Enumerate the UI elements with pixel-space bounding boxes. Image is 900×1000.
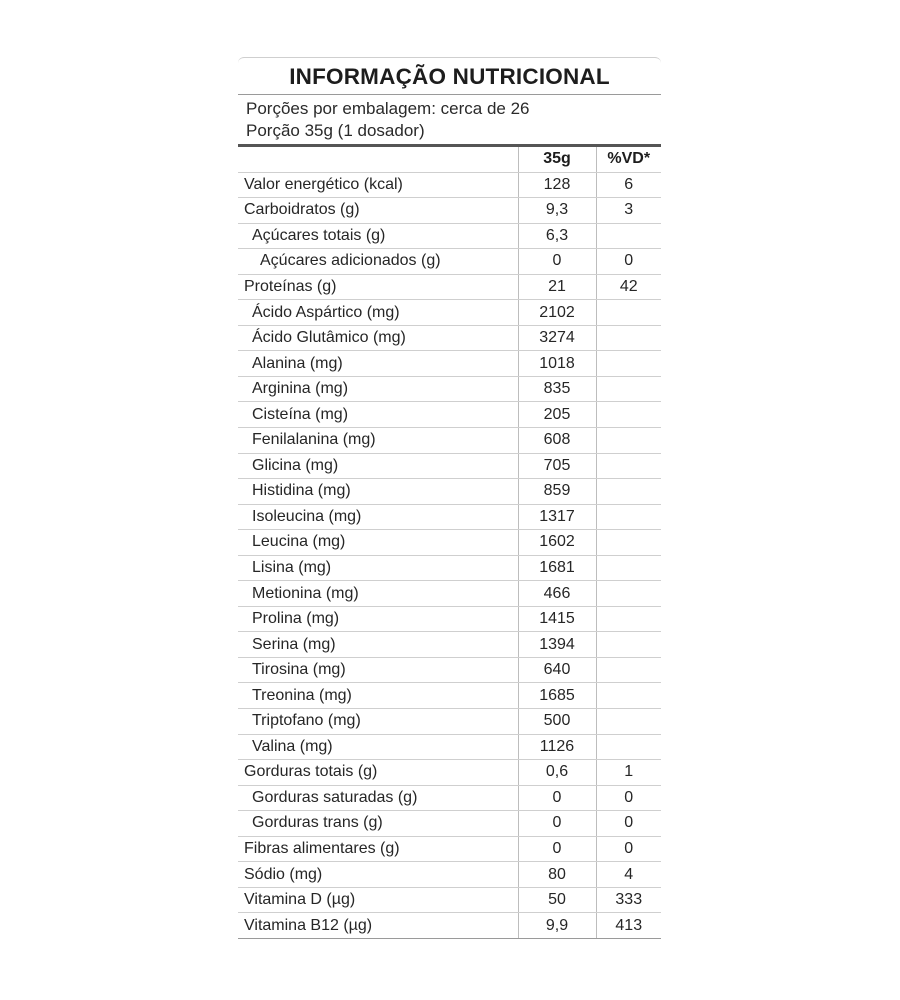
table-row	[238, 428, 661, 454]
nutrient-name: Ácido Glutâmico (mg)	[238, 325, 518, 351]
nutrient-amount: 9,3	[518, 198, 596, 224]
table-header-row	[238, 147, 661, 172]
header-amount: 35g	[518, 147, 596, 172]
nutrient-daily-value	[596, 734, 661, 760]
table-row	[238, 172, 661, 198]
nutrient-name: Alanina (mg)	[238, 351, 518, 377]
nutrient-amount: 2102	[518, 300, 596, 326]
nutrient-name: Glicina (mg)	[238, 453, 518, 479]
table-row	[238, 683, 661, 709]
nutrient-name: Ácido Aspártico (mg)	[238, 300, 518, 326]
nutrient-name: Vitamina D (µg)	[238, 887, 518, 913]
nutrient-amount: 0	[518, 811, 596, 837]
nutrient-amount: 859	[518, 479, 596, 505]
nutrient-name: Açúcares totais (g)	[238, 223, 518, 249]
nutrient-daily-value	[596, 632, 661, 658]
nutrient-amount: 6,3	[518, 223, 596, 249]
table-row	[238, 198, 661, 224]
nutrient-name: Leucina (mg)	[238, 530, 518, 556]
nutrient-daily-value	[596, 530, 661, 556]
table-row	[238, 351, 661, 377]
nutrient-amount: 1126	[518, 734, 596, 760]
nutrient-name: Histidina (mg)	[238, 479, 518, 505]
serving-info	[238, 95, 661, 147]
table-row	[238, 504, 661, 530]
nutrient-daily-value	[596, 325, 661, 351]
nutrient-amount: 21	[518, 274, 596, 300]
nutrient-amount: 500	[518, 709, 596, 735]
table-row	[238, 785, 661, 811]
nutrient-daily-value	[596, 504, 661, 530]
nutrient-daily-value: 3	[596, 198, 661, 224]
nutrient-daily-value: 0	[596, 811, 661, 837]
nutrient-name: Serina (mg)	[238, 632, 518, 658]
nutrient-daily-value	[596, 657, 661, 683]
nutrient-amount: 1681	[518, 555, 596, 581]
nutrient-amount: 205	[518, 402, 596, 428]
nutrient-daily-value	[596, 376, 661, 402]
nutrient-amount: 0	[518, 249, 596, 275]
nutrient-amount: 128	[518, 172, 596, 198]
nutrient-amount: 608	[518, 428, 596, 454]
nutrient-amount: 640	[518, 657, 596, 683]
nutrient-amount: 1415	[518, 606, 596, 632]
nutrition-facts-label	[238, 57, 661, 939]
servings-per-package: Porções por embalagem: cerca de 26	[246, 99, 530, 118]
nutrient-name: Isoleucina (mg)	[238, 504, 518, 530]
table-row	[238, 402, 661, 428]
nutrient-daily-value: 0	[596, 249, 661, 275]
nutrient-amount: 3274	[518, 325, 596, 351]
nutrient-daily-value: 0	[596, 836, 661, 862]
table-row	[238, 913, 661, 939]
nutrient-name: Valor energético (kcal)	[238, 172, 518, 198]
nutrient-name: Proteínas (g)	[238, 274, 518, 300]
nutrient-name: Treonina (mg)	[238, 683, 518, 709]
nutrition-rows	[238, 172, 661, 938]
nutrient-daily-value: 6	[596, 172, 661, 198]
table-row	[238, 274, 661, 300]
nutrient-daily-value: 42	[596, 274, 661, 300]
table-row	[238, 657, 661, 683]
table-row	[238, 300, 661, 326]
nutrient-amount: 50	[518, 887, 596, 913]
table-row	[238, 862, 661, 888]
table-row	[238, 581, 661, 607]
nutrient-name: Fibras alimentares (g)	[238, 836, 518, 862]
nutrient-daily-value: 0	[596, 785, 661, 811]
nutrient-daily-value	[596, 453, 661, 479]
table-row	[238, 709, 661, 735]
nutrient-amount: 0	[518, 785, 596, 811]
nutrient-amount: 80	[518, 862, 596, 888]
nutrient-daily-value	[596, 479, 661, 505]
nutrient-amount: 835	[518, 376, 596, 402]
table-row	[238, 760, 661, 786]
nutrient-name: Carboidratos (g)	[238, 198, 518, 224]
nutrient-daily-value	[596, 555, 661, 581]
table-row	[238, 734, 661, 760]
nutrient-daily-value	[596, 300, 661, 326]
table-row	[238, 325, 661, 351]
table-row	[238, 606, 661, 632]
nutrient-name: Gorduras saturadas (g)	[238, 785, 518, 811]
table-row	[238, 453, 661, 479]
nutrition-table	[238, 147, 661, 939]
label-title: INFORMAÇÃO NUTRICIONAL	[238, 58, 661, 95]
nutrient-daily-value	[596, 581, 661, 607]
nutrient-daily-value	[596, 606, 661, 632]
table-row	[238, 249, 661, 275]
nutrient-amount: 705	[518, 453, 596, 479]
nutrient-daily-value	[596, 709, 661, 735]
nutrient-name: Vitamina B12 (µg)	[238, 913, 518, 939]
header-nutrient	[238, 147, 518, 172]
nutrient-amount: 0,6	[518, 760, 596, 786]
nutrient-daily-value	[596, 683, 661, 709]
nutrient-name: Prolina (mg)	[238, 606, 518, 632]
nutrient-daily-value	[596, 428, 661, 454]
table-row	[238, 632, 661, 658]
nutrient-daily-value: 413	[596, 913, 661, 939]
nutrient-daily-value: 1	[596, 760, 661, 786]
nutrient-name: Cisteína (mg)	[238, 402, 518, 428]
nutrient-amount: 1394	[518, 632, 596, 658]
nutrient-name: Valina (mg)	[238, 734, 518, 760]
nutrient-amount: 466	[518, 581, 596, 607]
nutrient-amount: 1602	[518, 530, 596, 556]
nutrient-name: Tirosina (mg)	[238, 657, 518, 683]
table-row	[238, 836, 661, 862]
nutrient-daily-value: 4	[596, 862, 661, 888]
nutrient-amount: 9,9	[518, 913, 596, 939]
nutrient-amount: 1685	[518, 683, 596, 709]
serving-size: Porção 35g (1 dosador)	[246, 121, 425, 140]
nutrient-name: Sódio (mg)	[238, 862, 518, 888]
nutrient-name: Arginina (mg)	[238, 376, 518, 402]
table-row	[238, 811, 661, 837]
nutrient-name: Açúcares adicionados (g)	[238, 249, 518, 275]
nutrient-daily-value	[596, 351, 661, 377]
nutrient-daily-value: 333	[596, 887, 661, 913]
nutrient-daily-value	[596, 223, 661, 249]
nutrient-name: Metionina (mg)	[238, 581, 518, 607]
nutrient-name: Gorduras trans (g)	[238, 811, 518, 837]
table-row	[238, 479, 661, 505]
nutrient-name: Fenilalanina (mg)	[238, 428, 518, 454]
nutrient-name: Lisina (mg)	[238, 555, 518, 581]
header-daily-value: %VD*	[596, 147, 661, 172]
nutrient-amount: 0	[518, 836, 596, 862]
table-row	[238, 887, 661, 913]
table-row	[238, 223, 661, 249]
table-row	[238, 376, 661, 402]
nutrient-name: Triptofano (mg)	[238, 709, 518, 735]
nutrient-name: Gorduras totais (g)	[238, 760, 518, 786]
nutrient-amount: 1018	[518, 351, 596, 377]
nutrient-daily-value	[596, 402, 661, 428]
table-row	[238, 555, 661, 581]
table-row	[238, 530, 661, 556]
nutrient-amount: 1317	[518, 504, 596, 530]
